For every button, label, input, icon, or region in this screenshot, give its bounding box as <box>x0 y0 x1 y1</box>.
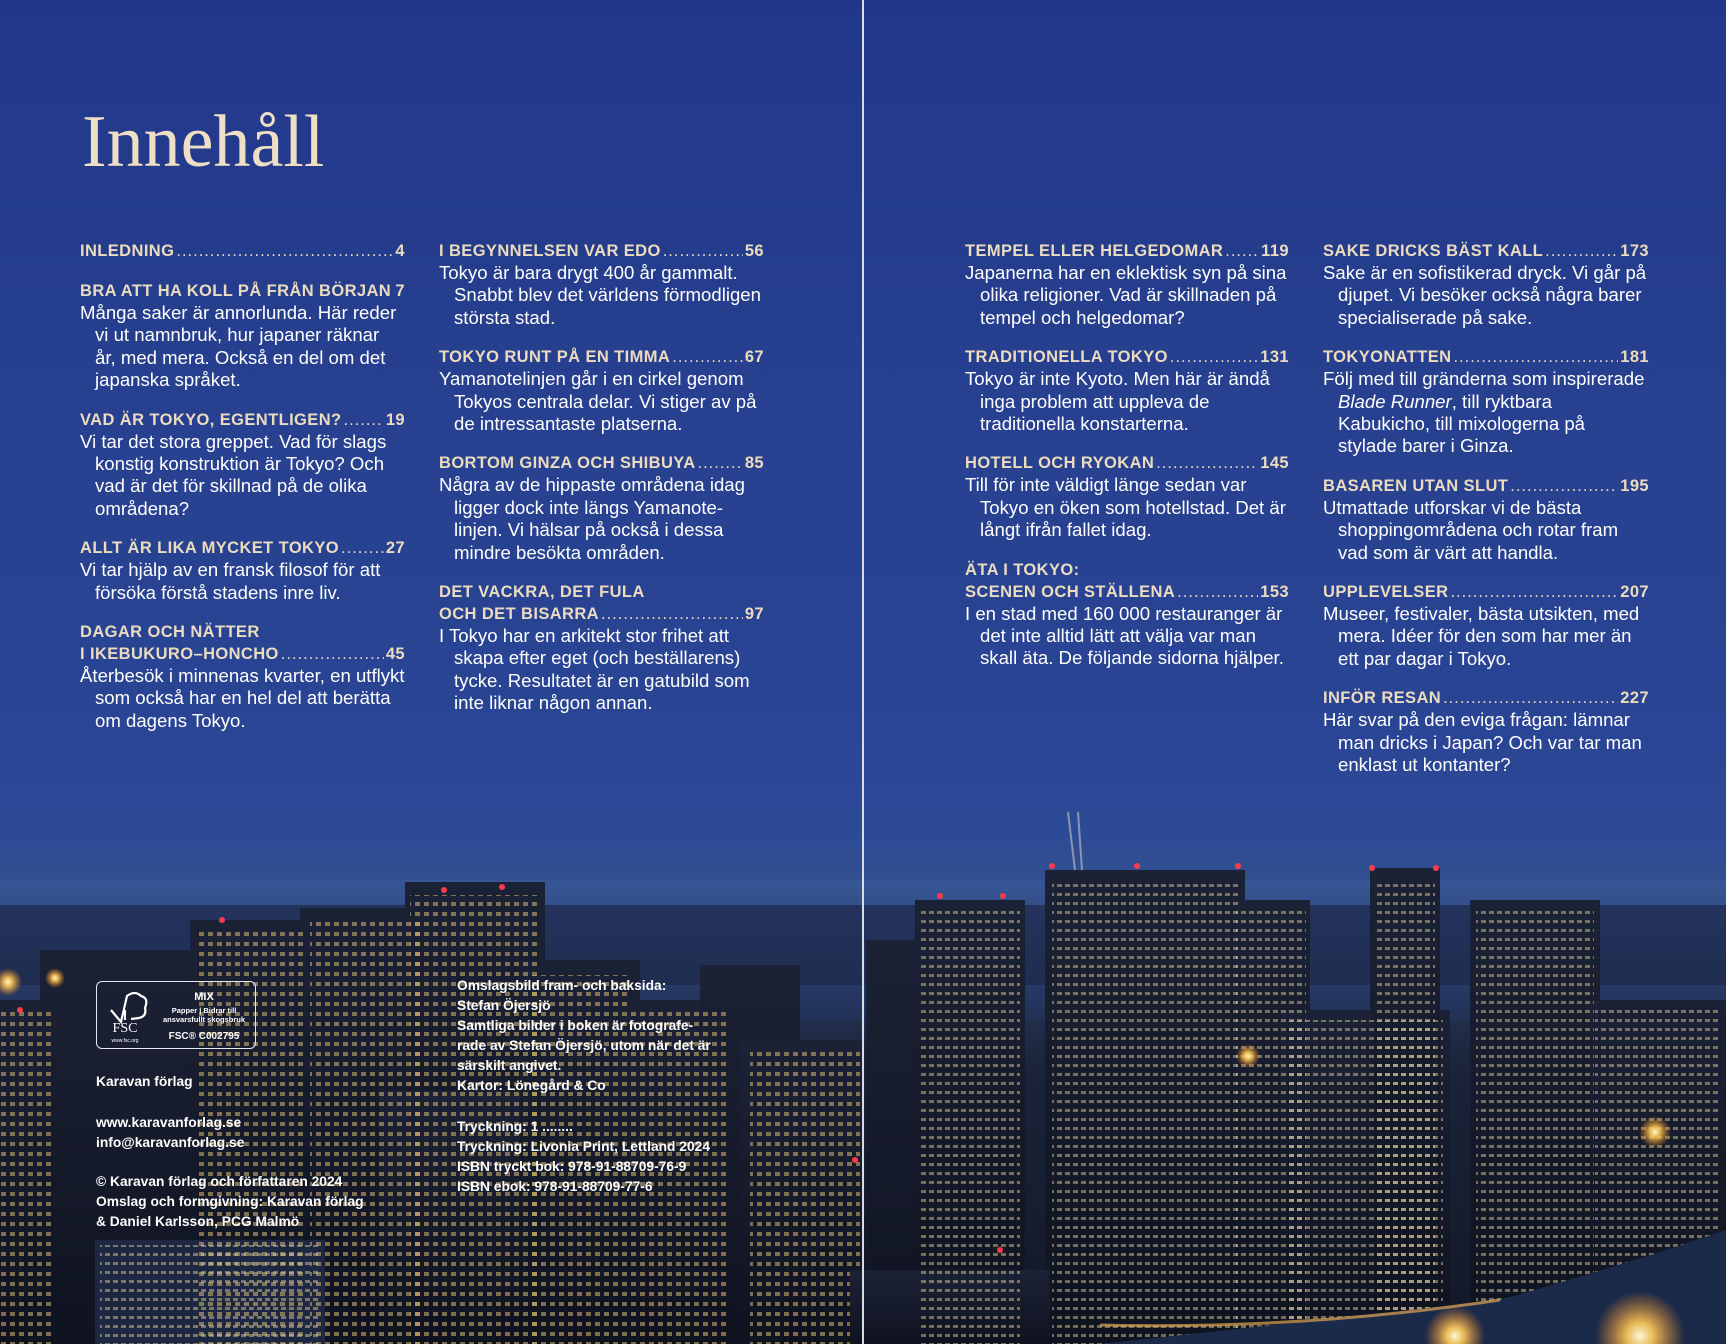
photo-credit: Samtliga bilder i boken är fotografe- <box>457 1018 694 1033</box>
isbn-print: ISBN tryckt bok: 978-91-88709-76-9 <box>457 1159 687 1174</box>
maps-credit: Kartor: Lönegård & Co <box>457 1078 606 1093</box>
toc-entry[interactable] <box>1323 687 1649 776</box>
dot-leader <box>1450 581 1618 603</box>
fsc-url: www.fsc.org <box>111 1038 139 1044</box>
page-number: 119 <box>1261 242 1289 260</box>
toc-column-3 <box>965 240 1289 687</box>
toc-description: Tokyo är bara drygt 400 år gammalt. Snabbt blev det världens förmodligen största stad. <box>439 262 761 328</box>
fsc-mix: MIX <box>194 991 214 1003</box>
toc-entry[interactable] <box>80 537 405 604</box>
dot-leader <box>1545 240 1618 262</box>
toc-entry[interactable] <box>965 346 1289 435</box>
printer: Tryckning: Livonia Print, Lettland 2024 <box>457 1139 710 1154</box>
toc-heading: I BEGYNNELSEN VAR EDO ..... 56 <box>439 240 764 262</box>
fsc-code: FSC® C002795 <box>168 1031 240 1042</box>
page-number: 19 <box>385 410 405 429</box>
page-number: 153 <box>1260 582 1289 601</box>
toc-description: I en stad med 160 000 restauranger är det inte alltid lätt att välja var man skall äta. De följande sidorna hjälper. <box>965 602 1284 669</box>
toc-description: Japanerna har en eklektisk syn på sina olika religioner. Vad är skillnaden på tempel och helgedomar? <box>965 262 1287 328</box>
toc-entry[interactable] <box>439 581 764 715</box>
email-link[interactable]: info@karavanforlag.se <box>96 1135 245 1150</box>
toc-heading: BRA ATT HA KOLL PÅ FRÅN BÖRJAN ..... 7 <box>80 280 405 302</box>
toc-heading: HOTELL OCH RYOKAN ..... 145 <box>965 452 1289 474</box>
dot-leader <box>1443 687 1618 709</box>
film-title: Blade Runner <box>1338 390 1452 412</box>
dot-leader <box>1225 240 1259 262</box>
toc-description: Utmattade utforskar vi de bästa shoppingområdena och rotar fram vad som är värt att handla. <box>1323 496 1619 563</box>
page-number: 85 <box>744 454 764 473</box>
page-number: 56 <box>744 242 764 260</box>
toc-description: Yamanotelinjen går i en cirkel genom Tokyos centrala delar. Vi stiger av på de intressantaste platserna. <box>439 368 757 435</box>
copyright: © Karavan förlag och författaren 2024 <box>96 1174 343 1189</box>
fsc-subtitle: Papper | Bidrar till ansvarsfullt skogsbruk <box>162 1006 246 1024</box>
toc-heading: BORTOM GINZA OCH SHIBUYA ..... 85 <box>439 452 764 474</box>
dot-leader <box>344 409 384 431</box>
isbn-ebook: ISBN ebok: 978-91-88709-77-6 <box>457 1179 653 1194</box>
toc-description: Här svar på den eviga frågan: lämnar man dricks i Japan? Och var tar man enklast ut kontanter? <box>1323 709 1642 776</box>
toc-heading: SAKE DRICKS BÄST KALL ..... 173 <box>1323 240 1649 262</box>
toc-description: Sake är en sofistikerad dryck. Vi går på djupet. Vi besöker också några barer specialiserade på sake. <box>1323 262 1647 328</box>
toc-heading: INFÖR RESAN ..... 227 <box>1323 687 1649 709</box>
toc-entry[interactable] <box>80 240 405 262</box>
toc-heading: INLEDNING ..... 4 <box>80 240 405 262</box>
cover-photographer: Stefan Öjersjö <box>457 998 551 1013</box>
dot-leader <box>1453 346 1618 368</box>
toc-description: Till för inte väldigt länge sedan var Tokyo en öken som hotellstad. Det är långt ifrån fallet idag. <box>965 474 1286 541</box>
toc-entry[interactable] <box>80 621 405 732</box>
fsc-certification-label <box>96 981 256 1049</box>
design-credit: & Daniel Karlsson, PCG Malmö <box>96 1214 300 1229</box>
page-number: 45 <box>385 645 405 664</box>
dot-leader <box>1156 452 1258 474</box>
toc-entry[interactable] <box>1323 240 1649 329</box>
colophon-publisher <box>96 1072 193 1092</box>
toc-heading-line: DET VACKRA, DET FULA <box>439 583 645 602</box>
toc-column-4 <box>1323 240 1649 794</box>
toc-heading: ALLT ÄR LIKA MYCKET TOKYO ..... 27 <box>80 537 405 559</box>
toc-entry[interactable] <box>965 452 1289 541</box>
page-number: 181 <box>1620 348 1649 367</box>
toc-heading: I IKEBUKURO–HONCHO ..... 45 <box>80 643 405 665</box>
colophon-printing <box>457 1117 710 1197</box>
photo-credit: särskilt angivet. <box>457 1058 562 1073</box>
toc-description: Följ med till gränderna som inspirerade Blade Runner, till ryktbara Kabukicho, till mixologerna på stylade barer i Ginza. <box>1323 368 1645 457</box>
toc-description: Museer, festivaler, bästa utsikten, med mera. Idéer för den som har mer än ett par dagar i Tokyo. <box>1323 603 1640 669</box>
toc-entry[interactable] <box>965 240 1289 329</box>
toc-description: Några av de hippaste områdena idag ligger dock inte längs Yamanote-linjen. Vi hälsar på också i dessa mindre besökta områden. <box>439 474 745 563</box>
publisher-name: Karavan förlag <box>96 1074 193 1089</box>
dot-leader <box>601 603 743 625</box>
toc-entry[interactable] <box>1323 581 1649 670</box>
page-number: 97 <box>744 605 764 624</box>
toc-entry[interactable] <box>439 452 764 564</box>
toc-heading-line: ÄTA I TOKYO: <box>965 560 1080 579</box>
website-link[interactable]: www.karavanforlag.se <box>96 1115 242 1130</box>
dot-leader <box>1170 346 1258 368</box>
toc-entry[interactable] <box>80 409 405 521</box>
dot-leader <box>672 346 743 368</box>
toc-column-2 <box>439 240 764 732</box>
toc-description: Tokyo är inte Kyoto. Men här är ändå inga problem att uppleva de traditionella konstarterna. <box>965 368 1270 435</box>
toc-heading: SCENEN OCH STÄLLENA ..... 153 <box>965 581 1289 603</box>
page-number: 173 <box>1620 242 1649 260</box>
photo-credit: rade av Stefan Öjersjö, utom när det är <box>457 1038 711 1053</box>
page-title: Innehåll <box>82 101 325 183</box>
toc-column-1 <box>80 240 405 749</box>
toc-description: Vi tar det stora greppet. Vad för slags konstig konstruktion är Tokyo? Och vad är det för skillnad på de olika områdena? <box>80 430 387 519</box>
toc-entry[interactable] <box>439 240 764 329</box>
printing-run: Tryckning: 1 ........ <box>457 1119 573 1134</box>
fsc-brand: FSC <box>112 1021 138 1036</box>
dot-leader <box>698 452 743 474</box>
dot-leader <box>281 643 384 665</box>
toc-heading: VAD ÄR TOKYO, EGENTLIGEN? ..... 19 <box>80 409 405 431</box>
page-spread-divider <box>862 0 864 1344</box>
colophon-contact <box>96 1113 244 1153</box>
toc-heading: OCH DET BISARRA ..... 97 <box>439 603 764 625</box>
toc-heading-line: DAGAR OCH NÄTTER <box>80 623 260 642</box>
dot-leader <box>1177 581 1258 603</box>
dot-leader <box>176 240 393 262</box>
toc-heading: UPPLEVELSER ..... 207 <box>1323 581 1649 603</box>
page-number: 227 <box>1620 689 1649 708</box>
toc-description: I Tokyo har en arkitekt stor frihet att skapa efter eget (och beställarens) tycke. Resultatet är en gatubild som inte liknar någon annan. <box>439 625 750 714</box>
page-number: 207 <box>1620 583 1649 602</box>
dot-leader <box>341 537 384 559</box>
page-number: 67 <box>744 348 764 367</box>
toc-heading: TOKYO RUNT PÅ EN TIMMA ..... 67 <box>439 346 764 368</box>
toc-entry[interactable] <box>965 559 1289 670</box>
dot-leader <box>663 240 743 262</box>
cover-photo-label: Omslagsbild fram- och baksida: <box>457 978 667 993</box>
toc-heading: TOKYONATTEN ..... 181 <box>1323 346 1649 368</box>
toc-entry[interactable] <box>1323 346 1649 458</box>
toc-entry[interactable] <box>1323 475 1649 564</box>
toc-heading: TRADITIONELLA TOKYO ..... 131 <box>965 346 1289 368</box>
design-credit: Omslag och formgivning: Karavan förlag <box>96 1194 364 1209</box>
toc-heading: BASAREN UTAN SLUT ..... 195 <box>1323 475 1649 497</box>
page-number: 7 <box>395 282 405 300</box>
colophon-photo-credits <box>457 976 711 1096</box>
page-number: 145 <box>1260 454 1289 473</box>
dot-leader <box>1510 475 1618 497</box>
page-number: 195 <box>1620 476 1649 495</box>
page-number: 4 <box>395 242 405 260</box>
page-number: 131 <box>1260 348 1289 367</box>
page-number: 27 <box>385 539 405 558</box>
toc-entry[interactable] <box>80 280 405 392</box>
toc-entry[interactable] <box>439 346 764 435</box>
toc-heading: TEMPEL ELLER HELGEDOMAR ..... 119 <box>965 240 1289 262</box>
toc-description: Återbesök i minnenas kvarter, en utflykt som också har en hel del att berätta om dagens Tokyo. <box>80 665 405 731</box>
toc-description: Många saker är annorlunda. Här reder vi ut namnbruk, hur japaner räknar år, med mera. Också en del om det japanska språket. <box>80 302 397 391</box>
toc-description: Vi tar hjälp av en fransk filosof för att försöka förstå stadens inre liv. <box>80 559 381 603</box>
colophon-credits <box>96 1172 364 1232</box>
